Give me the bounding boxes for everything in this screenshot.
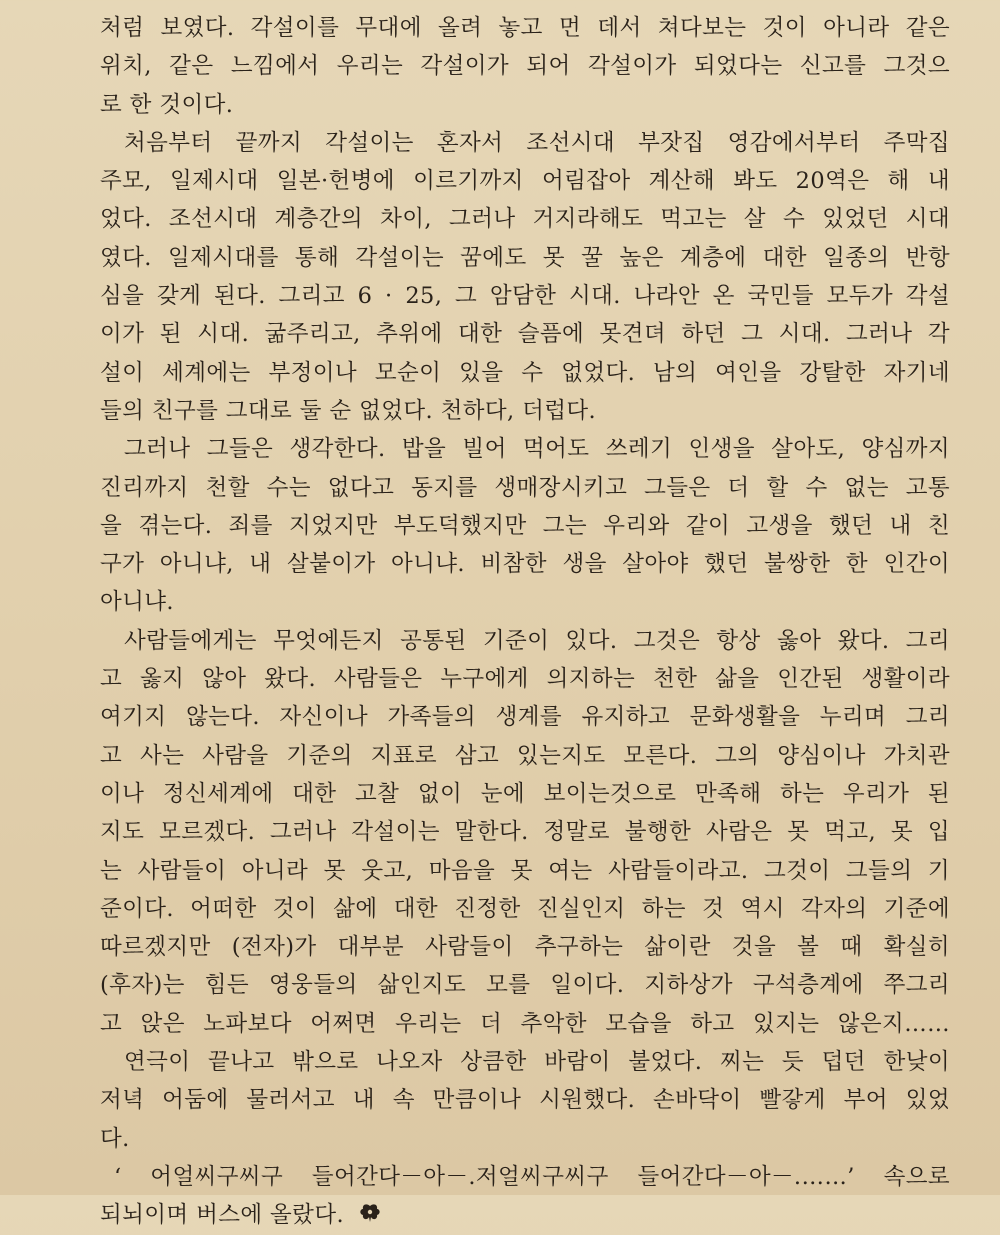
text-line: 아니냐.	[100, 589, 174, 616]
text-line: 었다. 조선시대 계층간의 차이, 그러나 거지라해도 먹고는 살 수 있었던 시대	[100, 206, 950, 233]
text-line: 되뇌이며 버스에 올랐다.	[100, 1202, 345, 1229]
text-line: ‘ 어얼씨구씨구 들어간다－아－.저얼씨구씨구 들어간다－아－.……’ 속으로	[114, 1163, 950, 1190]
text-line: 이나 정신세계에 대한 고찰 없이 눈에 보이는것으로 만족해 하는 우리가 된	[100, 780, 950, 807]
text-line: 고 앉은 노파보다 어쩌면 우리는 더 추악한 모습을 하고 있지는 않은지……	[100, 1010, 950, 1037]
text-line: 여기지 않는다. 자신이나 가족들의 생계를 유지하고 문화생활을 누리며 그리	[100, 704, 950, 731]
text-line: 구가 아니냐, 내 살붙이가 아니냐. 비참한 생을 살아야 했던 불쌍한 한 인간이	[100, 551, 950, 578]
text-line: 저녁 어둠에 물러서고 내 속 만큼이나 시원했다. 손바닥이 빨갛게 부어 있었	[100, 1087, 950, 1114]
text-line: (후자)는 힘든 영웅들의 삶인지도 모를 일이다. 지하상가 구석층계에 쭈그리	[100, 972, 950, 999]
text-line: 사람들에게는 무엇에든지 공통된 기준이 있다. 그것은 항상 옳아 왔다. 그리	[124, 627, 950, 654]
text-line: 처럼 보였다. 각설이를 무대에 올려 놓고 먼 데서 쳐다보는 것이 아니라 같은	[100, 15, 950, 41]
text-line: 는 사람들이 아니라 못 웃고, 마음을 못 여는 사람들이라고. 그것이 그들의 기	[100, 857, 950, 884]
text-line: 위치, 같은 느낌에서 우리는 각설이가 되어 각설이가 되었다는 신고를 그것으	[100, 53, 950, 80]
text-line: 심을 갖게 된다. 그리고 6 · 25, 그 암담한 시대. 나라안 온 국민들 모두가 각설	[100, 283, 950, 310]
text-line: 다.	[100, 1125, 130, 1152]
text-line: 로 한 것이다.	[100, 91, 234, 118]
text-line: 처음부터 끝까지 각설이는 혼자서 조선시대 부잣집 영감에서부터 주막집	[124, 129, 950, 156]
text-line: 지도 모르겠다. 그러나 각설이는 말한다. 정말로 불행한 사람은 못 먹고, 못 입	[100, 819, 950, 846]
text-line: 연극이 끝나고 밖으로 나오자 상큼한 바람이 불었다. 찌는 듯 덥던 한낮이	[124, 1049, 950, 1076]
text-line: 준이다. 어떠한 것이 삶에 대한 진정한 진실인지 하는 것 역시 각자의 기준에	[100, 895, 950, 922]
text-line: 설이 세계에는 부정이나 모순이 있을 수 없었다. 남의 여인을 강탈한 자기네	[100, 359, 950, 386]
text-line: 였다. 일제시대를 통해 각설이는 꿈에도 못 꿀 높은 계층에 대한 일종의 반항	[100, 244, 950, 271]
last-line	[100, 1196, 950, 1234]
text-line: 진리까지 천할 수는 없다고 동지를 생매장시키고 그들은 더 할 수 없는 고통	[100, 474, 950, 501]
text-line: 이가 된 시대. 굶주리고, 추위에 대한 슬픔에 못견뎌 하던 그 시대. 그러나 각	[100, 321, 950, 348]
text-line: 들의 친구를 그대로 둘 순 없었다. 천하다, 더럽다.	[100, 397, 597, 424]
text-line: 고 옳지 않아 왔다. 사람들은 누구에게 의지하는 천한 삶을 인간된 생활이라	[100, 666, 950, 693]
text-line: 그러나 그들은 생각한다. 밥을 빌어 먹어도 쓰레기 인생을 살아도, 양심까지	[124, 436, 950, 463]
text-line: 주모, 일제시대 일본·헌병에 이르기까지 어림잡아 계산해 봐도 20역은 해 내	[100, 168, 950, 195]
text-line: 고 사는 사람을 기준의 지표로 삼고 있는지도 모른다. 그의 양심이나 가치관	[100, 742, 950, 769]
ornament-icon	[358, 1197, 382, 1235]
text-line: 을 겪는다. 죄를 지었지만 부도덕했지만 그는 우리와 같이 고생을 했던 내 친	[100, 512, 950, 539]
text-line: 따르겠지만 (전자)가 대부분 사람들이 추구하는 삶이란 것을 볼 때 확실히	[100, 934, 950, 961]
